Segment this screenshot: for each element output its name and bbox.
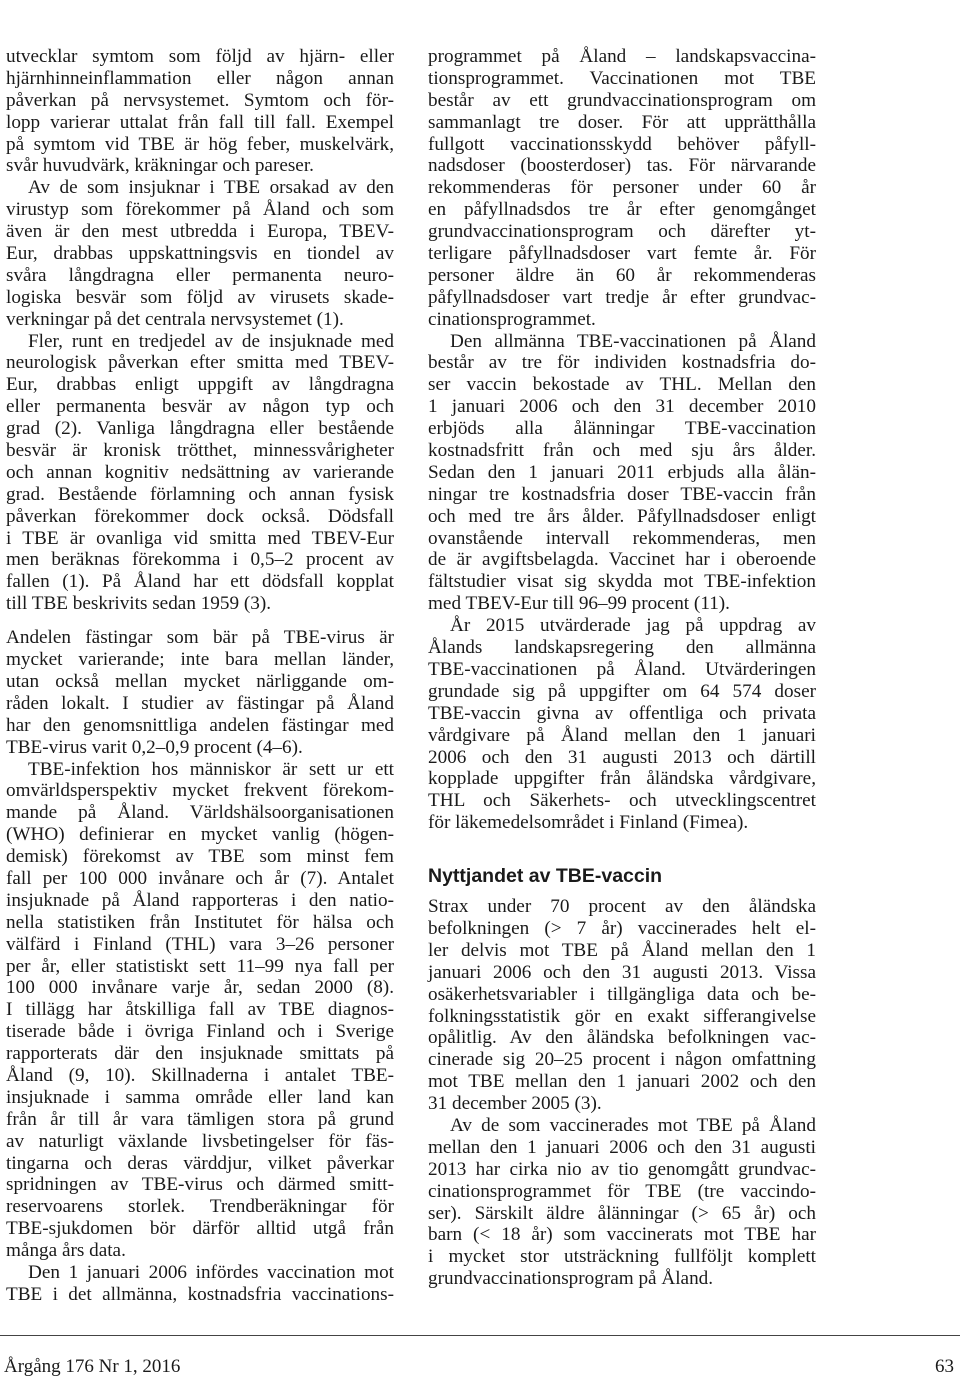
text-line: neurologisk påverkan efter smitta med TBEV- [6,352,394,374]
text-line: 2013 har cirka nio av tio genomgått grundvac- [428,1158,816,1180]
left-column [6,46,394,1306]
text-line: cinerade sig 20–25 procent i någon omfattning [428,1049,816,1071]
text-line: osäkerhetsvariabler i tillgängliga data och be- [428,983,816,1005]
text-line: Eur, drabbas uppskattningsvis en tiondel av [6,243,394,265]
text-line: TBE-sjukdomen bör därför alltid utgå från [6,1218,394,1240]
text-line: från år till år vara tämligen stora på grund [6,1108,394,1130]
text-line: kostnadsfritt från och med sju års ålder. [428,440,816,462]
text-line: ser). Särskilt äldre ålänningar (> 65 år) och [428,1202,816,1224]
right-column [428,46,816,1290]
text-line: tiserade både i övriga Finland och i Sverige [6,1021,394,1043]
text-line: till TBE beskrivits sedan 1959 (3). [6,593,272,615]
text-line: 1 januari 2006 och den 31 december 2010 [428,396,816,418]
text-line: och med tre års ålder. Påfyllnadsdoser enligt [428,505,816,527]
text-line: Fler, runt en tredjedel av de insjuknade med [28,330,394,352]
text-line: fallen (1). På Åland har ett dödsfall kopplat [6,571,394,593]
text-line: virustyp som förekommer på Åland och som [6,199,394,221]
text-line: nella statistiken från Institutet för hälsa och [6,911,394,933]
page-number: 63 [935,1356,954,1377]
text-line: THL och Säkerhets- och utvecklingscentret [428,790,816,812]
text-line: består av tre för individen kostnadsfria do- [428,352,816,374]
text-line: TBE-vaccinationen på Åland. Utvärderingen [428,658,816,680]
text-line: januari 2006 och den 31 augusti 2013. Vissa [428,961,816,983]
text-line: spridningen av TBE-virus och därmed smitt- [6,1174,394,1196]
text-line: fall per 100 000 invånare och år (7). Antalet [6,867,394,889]
text-line: eller permanenta besvär av någon typ och [6,396,394,418]
text-line: Av de som vaccinerades mot TBE på Åland [450,1114,816,1136]
text-line: nadsdoser (boosterdoser) tas. För närvarande [428,155,816,177]
text-line: även är den mest utbredda i Europa, TBEV- [6,221,394,243]
text-line: År 2015 utvärderade jag på uppdrag av [450,615,816,637]
text-line: insjuknade i samma område eller land kan [6,1086,394,1108]
text-line: fältstudier visat sig skydda mot TBE-infektion [428,571,816,593]
text-line: har den genomsnittliga andelen fästingar med [6,714,394,736]
text-line: på symtom vid TBE är hög feber, muskelvärk, [6,133,394,155]
text-line: grad (2). Vanliga långdragna eller bestående [6,418,394,440]
text-line: 100 000 invånare varje år, sedan 2000 (8). [6,977,394,999]
text-line: demisk) förekomst av TBE som minst fem [6,846,394,868]
text-line: terligare påfyllnadsdoser vart femte år. För [428,243,816,265]
text-line: Andelen fästingar som bär på TBE-virus är [6,627,394,649]
text-line: Åland (9, 10). Skillnaderna i antalet TBE- [6,1064,394,1086]
text-line: logiska besvär som följd av virusets skade- [6,286,394,308]
text-line: I tillägg har åtskilliga fall av TBE diagnos- [6,999,394,1021]
text-line: TBE-vaccin givna av offentliga och privata [428,702,816,724]
text-line: personer äldre än 60 år rekommenderas [428,264,816,286]
text-line: en påfyllnadsdos tre år efter genomgånget [428,199,816,221]
text-line: mot TBE mellan den 1 januari 2002 och den [428,1071,816,1093]
journal-issue: Årgång 176 Nr 1, 2016 [4,1356,181,1377]
text-line: 31 december 2005 (3). [428,1093,602,1115]
text-line: (WHO) definierar en mycket vanlig (högen- [6,824,394,846]
text-line: TBE-infektion hos människor är sett ur ett [28,758,394,780]
text-line: av naturligt växlande livsbetingelser för fäs- [6,1130,394,1152]
text-line: ovanstående intervall rekommenderas, men [428,527,816,549]
text-line: svår huvudvärk, kräkningar och pareser. [6,155,314,177]
text-line: i mycket stor utsträckning fullföljt komplett [428,1246,816,1268]
text-line: 2006 och den 31 augusti 2013 och därtill [428,746,816,768]
text-line: fullgott vaccinationsskydd behöver påfyll- [428,133,816,155]
text-line: Ålands landskapsregering den allmänna [428,637,816,659]
text-line: Av de som insjuknar i TBE orsakad av den [28,177,394,199]
text-line: verkningar på det centrala nervsystemet (1). [6,308,344,330]
text-line: utan också mellan mycket närliggande om- [6,670,394,692]
text-line: mellan den 1 januari 2006 och den 31 augusti [428,1136,816,1158]
text-line: Eur, drabbas enligt uppgift av långdragna [6,374,394,396]
text-line: Den allmänna TBE-vaccinationen på Åland [450,330,816,352]
text-line: omvärldsperspektiv mycket frekvent förekom- [6,780,394,802]
text-line: lopp varierar uttalat från fall till fall. Exempel [6,111,394,133]
footer-rule [0,1335,960,1336]
text-line: med TBEV-Eur till 96–99 procent (11). [428,593,730,615]
text-line: ler delvis mot TBE på Åland mellan den 1 [428,939,816,961]
text-line: vårdgivare på Åland mellan den 1 januari [428,724,816,746]
text-line: Sedan den 1 januari 2011 erbjuds alla ålän- [428,461,816,483]
text-line: besvär är kronisk trötthet, minnessvårigheter [6,440,394,462]
text-line: kopplade uppgifter från åländska vårdgivare, [428,768,816,790]
text-line: grad. Bestående förlamning och annan fysisk [6,483,394,505]
text-line: mande på Åland. Världshälsoorganisationen [6,802,394,824]
text-line: programmet på Åland – landskapsvaccina- [428,46,816,67]
text-line: erbjöds alla ålänningar TBE-vaccination [428,418,816,440]
text-line: per år, eller statistiskt sett 11–99 nya fall per [6,955,394,977]
text-line: utvecklar symtom som följd av hjärn- eller [6,46,394,67]
text-line: ningar tre kostnadsfria doser TBE-vaccin från [428,483,816,505]
text-line: befolkningen (> 7 år) vaccinerades helt el- [428,917,816,939]
text-line: folkningsstatistik gör en exakt sifferangivelse [428,1005,816,1027]
text-line: Strax under 70 procent av den åländska [428,896,816,918]
text-line: och annan kognitiv nedsättning av varierande [6,461,394,483]
text-line: många års data. [6,1240,126,1262]
text-line: grundade sig på uppgifter om 64 574 doser [428,680,816,702]
text-line: rekommenderas för personer under 60 år [428,177,816,199]
text-line: mycket varierande; inte bara mellan länder, [6,649,394,671]
text-line: opålitlig. Av den åländska befolkningen vac- [428,1027,816,1049]
text-line: grundvaccinationsprogram på Åland. [428,1268,714,1290]
text-line: barn (< 18 år) som vaccinerats mot TBE har [428,1224,816,1246]
text-line: Den 1 januari 2006 infördes vaccination mot [28,1261,394,1283]
text-line: påverkan förekommer dock också. Dödsfall [6,505,394,527]
text-line: reservoarens storlek. Trendberäkningar för [6,1196,394,1218]
text-line: tingarna och deras värddjur, vilket påverkar [6,1152,394,1174]
text-line: ser vaccin bekostade av THL. Mellan den [428,374,816,396]
text-line: grundvaccinationsprogram och därefter yt- [428,221,816,243]
text-line: består av ett grundvaccinationsprogram om [428,89,816,111]
text-line: sammanlagt tre doser. För att upprätthålla [428,111,816,133]
text-line: cinationsprogrammet för TBE (tre vaccindo- [428,1180,816,1202]
text-line: tionsprogrammet. Vaccinationen mot TBE [428,67,816,89]
section-heading: Nyttjandet av TBE-vaccin [428,865,663,888]
text-line: cinationsprogrammet. [428,308,596,330]
text-line: för läkemedelsområdet i Finland (Fimea). [428,812,749,834]
text-line: påverkan på nervsystemet. Symtom och för- [6,89,394,111]
text-line: svåra långdragna eller permanenta neuro- [6,264,394,286]
text-line: påfyllnadsdoser vart tredje år efter grundvac- [428,286,816,308]
text-line: insjuknade på Åland rapporteras i den natio- [6,889,394,911]
text-line: hjärnhinneinflammation eller någon annan [6,67,394,89]
text-line: välfärd i Finland (THL) vara 3–26 personer [6,933,394,955]
text-line: men beräknas förekomma i 0,5–2 procent av [6,549,394,571]
right-column-section-body [428,896,816,1290]
text-line: råden lokalt. I studier av fästingar på Åland [6,692,394,714]
text-line: TBE-virus varit 0,2–0,9 procent (4–6). [6,736,303,758]
text-line: rapporterats där den insjuknade smittats på [6,1043,394,1065]
text-line: de är avgiftsbelagda. Vaccinet har i oberoende [428,549,816,571]
text-line: TBE i det allmänna, kostnadsfria vaccinations- [6,1283,394,1305]
right-column-body [428,46,816,834]
text-line: i TBE är ovanliga vid smitta med TBEV-Eur [6,527,394,549]
